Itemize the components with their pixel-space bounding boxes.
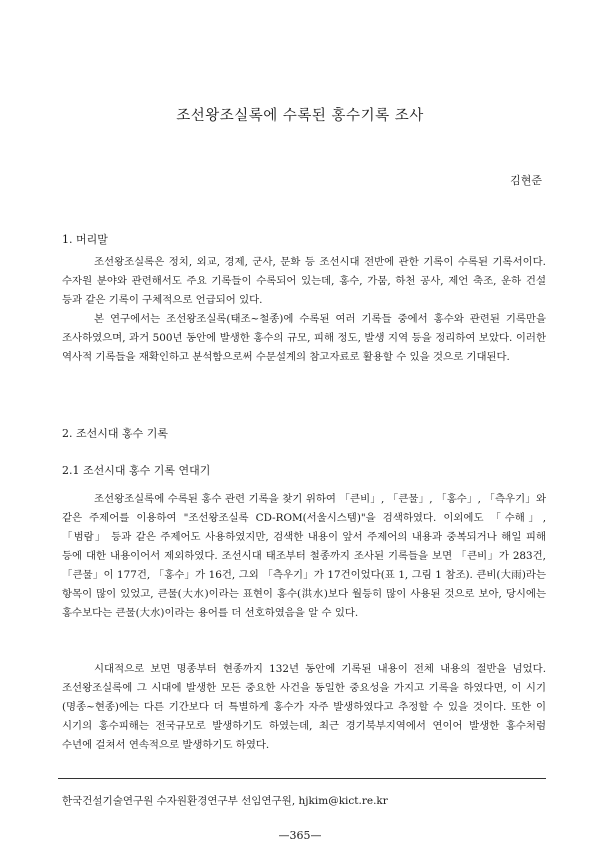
chronology-paragraph-2: 시대적으로 보면 명종부터 현종까지 132년 동안에 기록된 내용이 전체 내용의 절반을 넘었다. 조선왕조실록에 그 시대에 발생한 모든 중요한 사건을 동일한 중요성을 가지고 기록을 하였다면, 이 시기(명종~현종)에는 다른 기간보다 더 특별하게 홍수가 자주 발생하였다고 추정할 수 있을 것이다. 또한 이 시기의 홍수피해는 전국규모로 발생하기도 하였는데, 최근 경기북부지역에서 연이어 발생한 홍수처럼 수년에 걸쳐서 연속적으로 발생하기도 하였다. xyxy=(62,663,546,751)
intro-paragraph-1: 조선왕조실록은 정치, 외교, 경제, 군사, 문화 등 조선시대 전반에 관한 기록이 수록된 기록서이다. 수자원 분야와 관련해서도 주요 기록들이 수록되어 있는데, 홍수, 가뭄, 하천 공사, 제언 축조, 운하 건설 등과 같은 기록이 구체적으로 언급되어 있다. xyxy=(62,256,546,306)
footnote-divider xyxy=(58,778,546,779)
page-number: —365— xyxy=(278,829,322,842)
intro-paragraph-2: 본 연구에서는 조선왕조실록(태조~철종)에 수록된 여러 기록들 중에서 홍수와 관련된 기록만을 조사하였으며, 과거 500년 동안에 발생한 홍수의 규모, 피해 정도, 발생 지역 등을 정리하여 보았다. 이러한 역사적 기록들을 재확인하고 분석함으로써 수문설계의 참고자료로 활용할 수 있을 것으로 기대된다. xyxy=(62,313,546,363)
subsection-heading-chronology: 2.1 조선시대 홍수 기록 연대기 xyxy=(62,464,211,477)
author-name: 김현준 xyxy=(510,174,542,187)
paper-title: 조선왕조실록에 수록된 홍수기록 조사 xyxy=(176,108,424,124)
author-affiliation-footnote: 한국건설기술연구원 수자원환경연구부 선임연구원, hjkim@kict.re.kr xyxy=(62,795,388,807)
chronology-paragraph-1: 조선왕조실록에 수록된 홍수 관련 기록을 찾기 위하여 「큰비」, 「큰물」, 「홍수」, 「측우기」와 같은 주제어를 이용하여 "조선왕조실록 CD-ROM(서울시스템)"을 검색하였다. 이외에도 「수해」, 「범람」 등과 같은 주제어도 사용하였지만, 검색한 내용이 앞서 주제어의 내용과 중복되거나 해일 피해 등에 대한 내용이어서 제외하였다. 조선시대 태조부터 철종까지 조사된 기록들을 보면 「큰비」가 283건, 「큰물」이 177건, 「홍수」가 16건, 그외 「측우기」가 17건이었다(표 1, 그림 1 참조). 큰비(大雨)라는 항목이 많이 있었고, 큰물(大水)이라는 표현이 홍수(洪水)보다 월등히 많이 사용된 것으로 보아, 당시에는 홍수보다는 큰물(大水)이라는 용어를 더 선호하였음을 알 수 있다. xyxy=(62,493,546,619)
section-heading-introduction: 1. 머리말 xyxy=(62,233,108,246)
section-heading-flood-records: 2. 조선시대 홍수 기록 xyxy=(62,427,168,440)
